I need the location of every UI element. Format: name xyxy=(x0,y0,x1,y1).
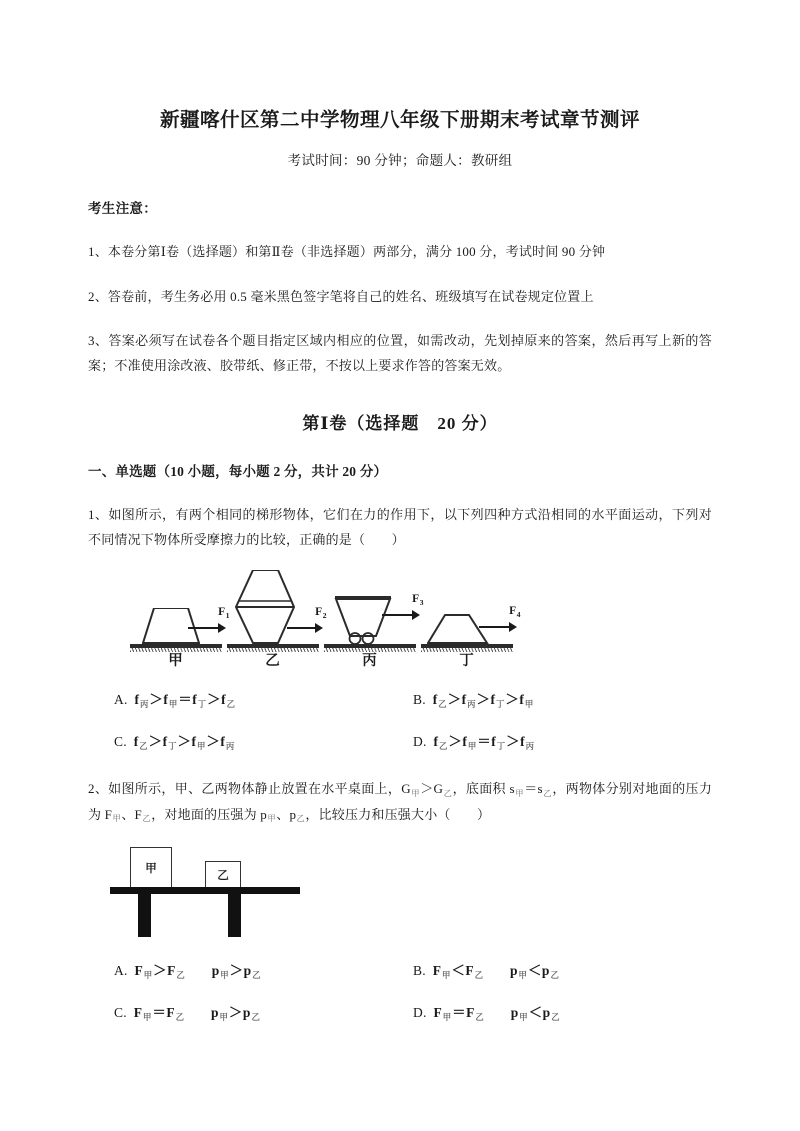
option-expression: $f_乙>f_丁>f_甲>f_丙$ xyxy=(133,734,235,752)
force-label-f3: $F_3$ xyxy=(412,593,424,607)
force-label-f4: $F_4$ xyxy=(509,605,521,619)
option-2-a[interactable] xyxy=(114,959,413,979)
option-expression-force: $F_甲<F_乙$ xyxy=(432,963,484,980)
option-expression: $f_乙>f_甲=f_丁>f_丙$ xyxy=(433,734,535,752)
option-1-d[interactable] xyxy=(413,730,712,750)
option-expression-pressure: $p_甲<p_乙$ xyxy=(510,1005,561,1022)
figure-label-bing: 丙 xyxy=(362,653,378,670)
question-1-options xyxy=(88,688,712,750)
figure-label-jia: 甲 xyxy=(168,653,184,670)
force-arrow-f2 xyxy=(287,606,327,633)
exam-subtitle: 考试时间：90 分钟；命题人：教研组 xyxy=(287,153,513,169)
hexagon-shape-icon xyxy=(235,570,295,644)
table-leg-left xyxy=(138,894,151,937)
option-expression: $f_丙>f_甲=f_丁>f_乙$ xyxy=(134,692,236,710)
option-label: A. xyxy=(114,692,128,708)
option-expression-pressure: $p_甲>p_乙$ xyxy=(211,963,262,980)
block-yi: 乙 xyxy=(205,861,241,889)
table-leg-right xyxy=(228,894,241,937)
option-expression-force: $F_甲=F_乙$ xyxy=(433,1005,485,1022)
figure-item-jia xyxy=(130,570,230,670)
figure-item-yi xyxy=(227,570,327,670)
notice-heading: 考生注意： xyxy=(88,201,157,217)
option-expression-force: $F_甲=F_乙$ xyxy=(133,1005,185,1022)
figure-label-ding: 丁 xyxy=(459,653,475,670)
notice-item-2: 2、答卷前，考生务必用 0.5 毫米黑色签字笔将自己的姓名、班级填写在试卷规定位置上 xyxy=(88,288,594,304)
force-arrow-f1 xyxy=(188,606,230,633)
option-2-c[interactable] xyxy=(114,1001,413,1021)
page-title: 新疆喀什区第二中学物理八年级下册期末考试章节测评 xyxy=(159,110,640,131)
table-surface xyxy=(110,887,300,894)
figure-item-bing xyxy=(324,570,424,670)
ground-line xyxy=(227,644,319,648)
question-2-text: 2、如图所示，甲、乙两物体静止放置在水平桌面上，$G_甲>G_乙$，底面积 $s_甲=s_乙$，两物体分别对地面的压力为 $F_甲$、$F_乙$，对地面的压强为 $p_甲$、$p_乙$，比较压力和压强大小（ ） xyxy=(88,781,713,824)
figure-label-yi: 乙 xyxy=(265,653,281,670)
option-2-d[interactable] xyxy=(413,1001,712,1021)
option-label: C. xyxy=(114,734,127,750)
question-1-text: 1、如图所示，有两个相同的梯形物体，它们在力的作用下，以下列四种方式沿相同的水平面运动，下列对不同情况下物体所受摩擦力的比较，正确的是（ ） xyxy=(88,506,712,548)
question-2-options xyxy=(88,959,712,1021)
section-subheading: 一、单选题（10 小题，每小题 2 分，共计 20 分） xyxy=(88,463,388,479)
option-label: C. xyxy=(114,1005,127,1021)
question-2-figure xyxy=(88,847,712,937)
question-1 xyxy=(88,502,712,751)
option-1-c[interactable] xyxy=(114,730,413,750)
force-arrow-f3 xyxy=(382,593,424,620)
section-heading: 第Ⅰ卷（选择题 20 分） xyxy=(302,413,498,433)
force-label-f2: $F_2$ xyxy=(315,606,327,620)
option-expression-force: $F_甲>F_乙$ xyxy=(134,963,186,980)
option-label: B. xyxy=(413,963,426,979)
option-expression: $f_乙>f_丙>f_丁>f_甲$ xyxy=(432,692,534,710)
figure-item-ding xyxy=(421,570,521,670)
option-label: A. xyxy=(114,963,128,979)
ground-line xyxy=(130,644,222,648)
ground-line xyxy=(324,644,416,648)
option-label: B. xyxy=(413,692,426,708)
block-jia: 甲 xyxy=(130,847,172,889)
question-2 xyxy=(88,776,712,1021)
option-1-a[interactable] xyxy=(114,688,413,708)
notice-item-3: 3、答案必须写在试卷各个题目指定区域内相应的位置，如需改动，先划掉原来的答案，然后再写上新的答案；不准使用涂改液、胶带纸、修正带，不按以上要求作答的答案无效。 xyxy=(88,333,712,374)
option-label: D. xyxy=(413,734,427,750)
option-2-b[interactable] xyxy=(413,959,712,979)
option-1-b[interactable] xyxy=(413,688,712,708)
force-label-f1: $F_1$ xyxy=(218,606,230,620)
option-label: D. xyxy=(413,1005,427,1021)
notice-item-1: 1、本卷分第Ⅰ卷（选择题）和第Ⅱ卷（非选择题）两部分，满分 100 分，考试时间 90 分钟 xyxy=(88,244,606,260)
ground-line xyxy=(421,644,513,648)
force-arrow-f4 xyxy=(479,605,521,632)
question-1-figure xyxy=(88,570,712,670)
option-expression-pressure: $p_甲>p_乙$ xyxy=(211,1005,261,1022)
option-expression-pressure: $p_甲<p_乙$ xyxy=(510,963,560,980)
